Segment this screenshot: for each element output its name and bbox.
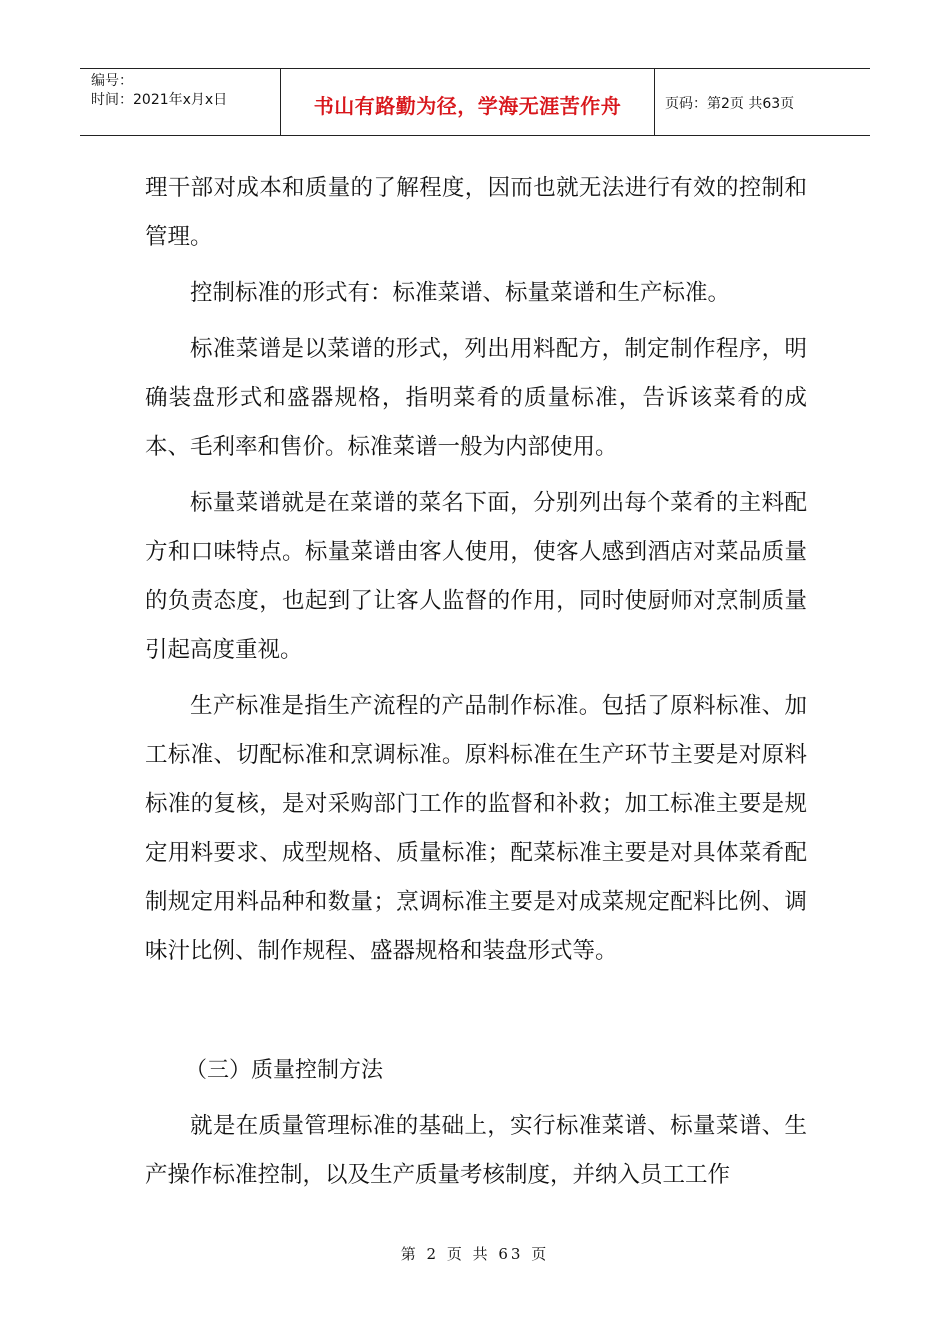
page-footer: 第 2 页 共 63 页 bbox=[400, 1245, 550, 1263]
header-meta bbox=[80, 69, 281, 135]
section-heading: （三）质量控制方法 bbox=[185, 1058, 384, 1083]
page-header bbox=[80, 68, 870, 136]
header-motto: 书山有路勤为径，学海无涯苦作舟 bbox=[281, 69, 655, 135]
paragraph: 就是在质量管理标准的基础上，实行标准菜谱、标量菜谱、生产操作标准控制，以及生产质量考核制度，并纳入员工工作 bbox=[145, 1113, 807, 1188]
header-page-info: 页码：第2页 共63页 bbox=[665, 96, 795, 112]
document-number-label: 编号： bbox=[91, 73, 133, 89]
document-time-label: 时间：2021年x月x日 bbox=[91, 92, 228, 108]
paragraph: 控制标准的形式有：标准菜谱、标量菜谱和生产标准。 bbox=[190, 280, 731, 306]
paragraph: 理干部对成本和质量的了解程度，因而也就无法进行有效的控制和管理。 bbox=[145, 175, 807, 250]
document-body bbox=[145, 164, 807, 1200]
paragraph: 标量菜谱就是在菜谱的菜名下面，分别列出每个菜肴的主料配方和口味特点。标量菜谱由客人使用，使客人感到酒店对菜品质量的负责态度，也起到了让客人监督的作用，同时使厨师对烹制质量引起高度重视。 bbox=[145, 490, 807, 663]
paragraph: 生产标准是指生产流程的产品制作标准。包括了原料标准、加工标准、切配标准和烹调标准。原料标准在生产环节主要是对原料标准的复核，是对采购部门工作的监督和补救；加工标准主要是规定用料要求、成型规格、质量标准；配菜标准主要是对具体菜肴配制规定用料品种和数量；烹调标准主要是对成菜规定配料比例、调味汁比例、制作规程、盛器规格和装盘形式等。 bbox=[145, 693, 807, 964]
paragraph: 标准菜谱是以菜谱的形式，列出用料配方，制定制作程序，明确装盘形式和盛器规格，指明菜肴的质量标准，告诉该菜肴的成本、毛利率和售价。标准菜谱一般为内部使用。 bbox=[145, 336, 807, 460]
